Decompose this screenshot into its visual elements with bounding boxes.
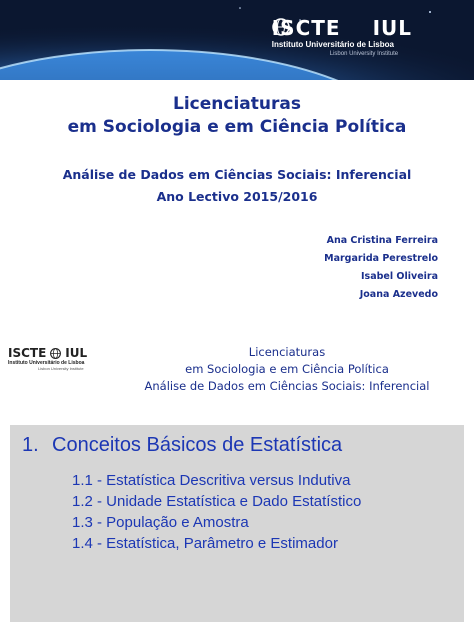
authors-list — [324, 232, 438, 304]
academic-year: Ano Lectivo 2015/2016 — [156, 189, 318, 204]
section-title: Conceitos Básicos de Estatística — [52, 434, 343, 456]
section-number: 1. — [22, 434, 39, 456]
author-name: Margarida Perestrelo — [324, 253, 438, 264]
slide-header-line-2: em Sociologia e em Ciência Política — [185, 362, 389, 376]
logo-institution: Instituto Universitário de Lisboa — [271, 40, 394, 49]
iscte-logo-small — [8, 347, 87, 371]
course-name: Análise de Dados em Ciências Sociais: Inferencial — [62, 167, 412, 182]
logo-institution: Instituto Universitário de Lisboa — [8, 360, 85, 366]
logo-brand-left: ISCTE — [271, 16, 341, 40]
globe-icon — [348, 19, 366, 37]
topic-item: 1.3 - População e Amostra — [72, 514, 249, 531]
slide-header-line-3: Análise de Dados em Ciências Sociais: Inferencial — [144, 379, 430, 393]
logo-tagline: Lisbon University Institute — [329, 51, 399, 57]
title-line-2: em Sociologia e em Ciência Política — [67, 117, 407, 137]
content-box — [10, 425, 464, 622]
header-banner — [0, 0, 474, 80]
topic-item: 1.4 - Estatística, Parâmetro e Estimador — [72, 535, 338, 552]
logo-brand-left: ISCTE — [8, 346, 47, 360]
slide-header-line-1: Licenciaturas — [248, 345, 326, 359]
logo-brand-right: IUL — [372, 16, 412, 40]
iscte-logo — [272, 18, 412, 58]
logo-brand-right: IUL — [65, 346, 88, 360]
subtitle-block — [0, 164, 474, 208]
author-name: Joana Azevedo — [359, 289, 438, 300]
topic-list — [72, 470, 361, 554]
title-line-1: Licenciaturas — [173, 94, 301, 114]
author-name: Ana Cristina Ferreira — [326, 235, 438, 246]
topic-item: 1.1 - Estatística Descritiva versus Indutiva — [72, 472, 351, 489]
slide-header — [130, 344, 444, 395]
logo-tagline: Lisbon University Institute — [38, 366, 84, 371]
globe-icon — [50, 348, 61, 359]
section-heading — [22, 433, 342, 457]
title-block — [0, 93, 474, 139]
author-name: Isabel Oliveira — [361, 271, 438, 282]
topic-item: 1.2 - Unidade Estatística e Dado Estatístico — [72, 493, 362, 510]
